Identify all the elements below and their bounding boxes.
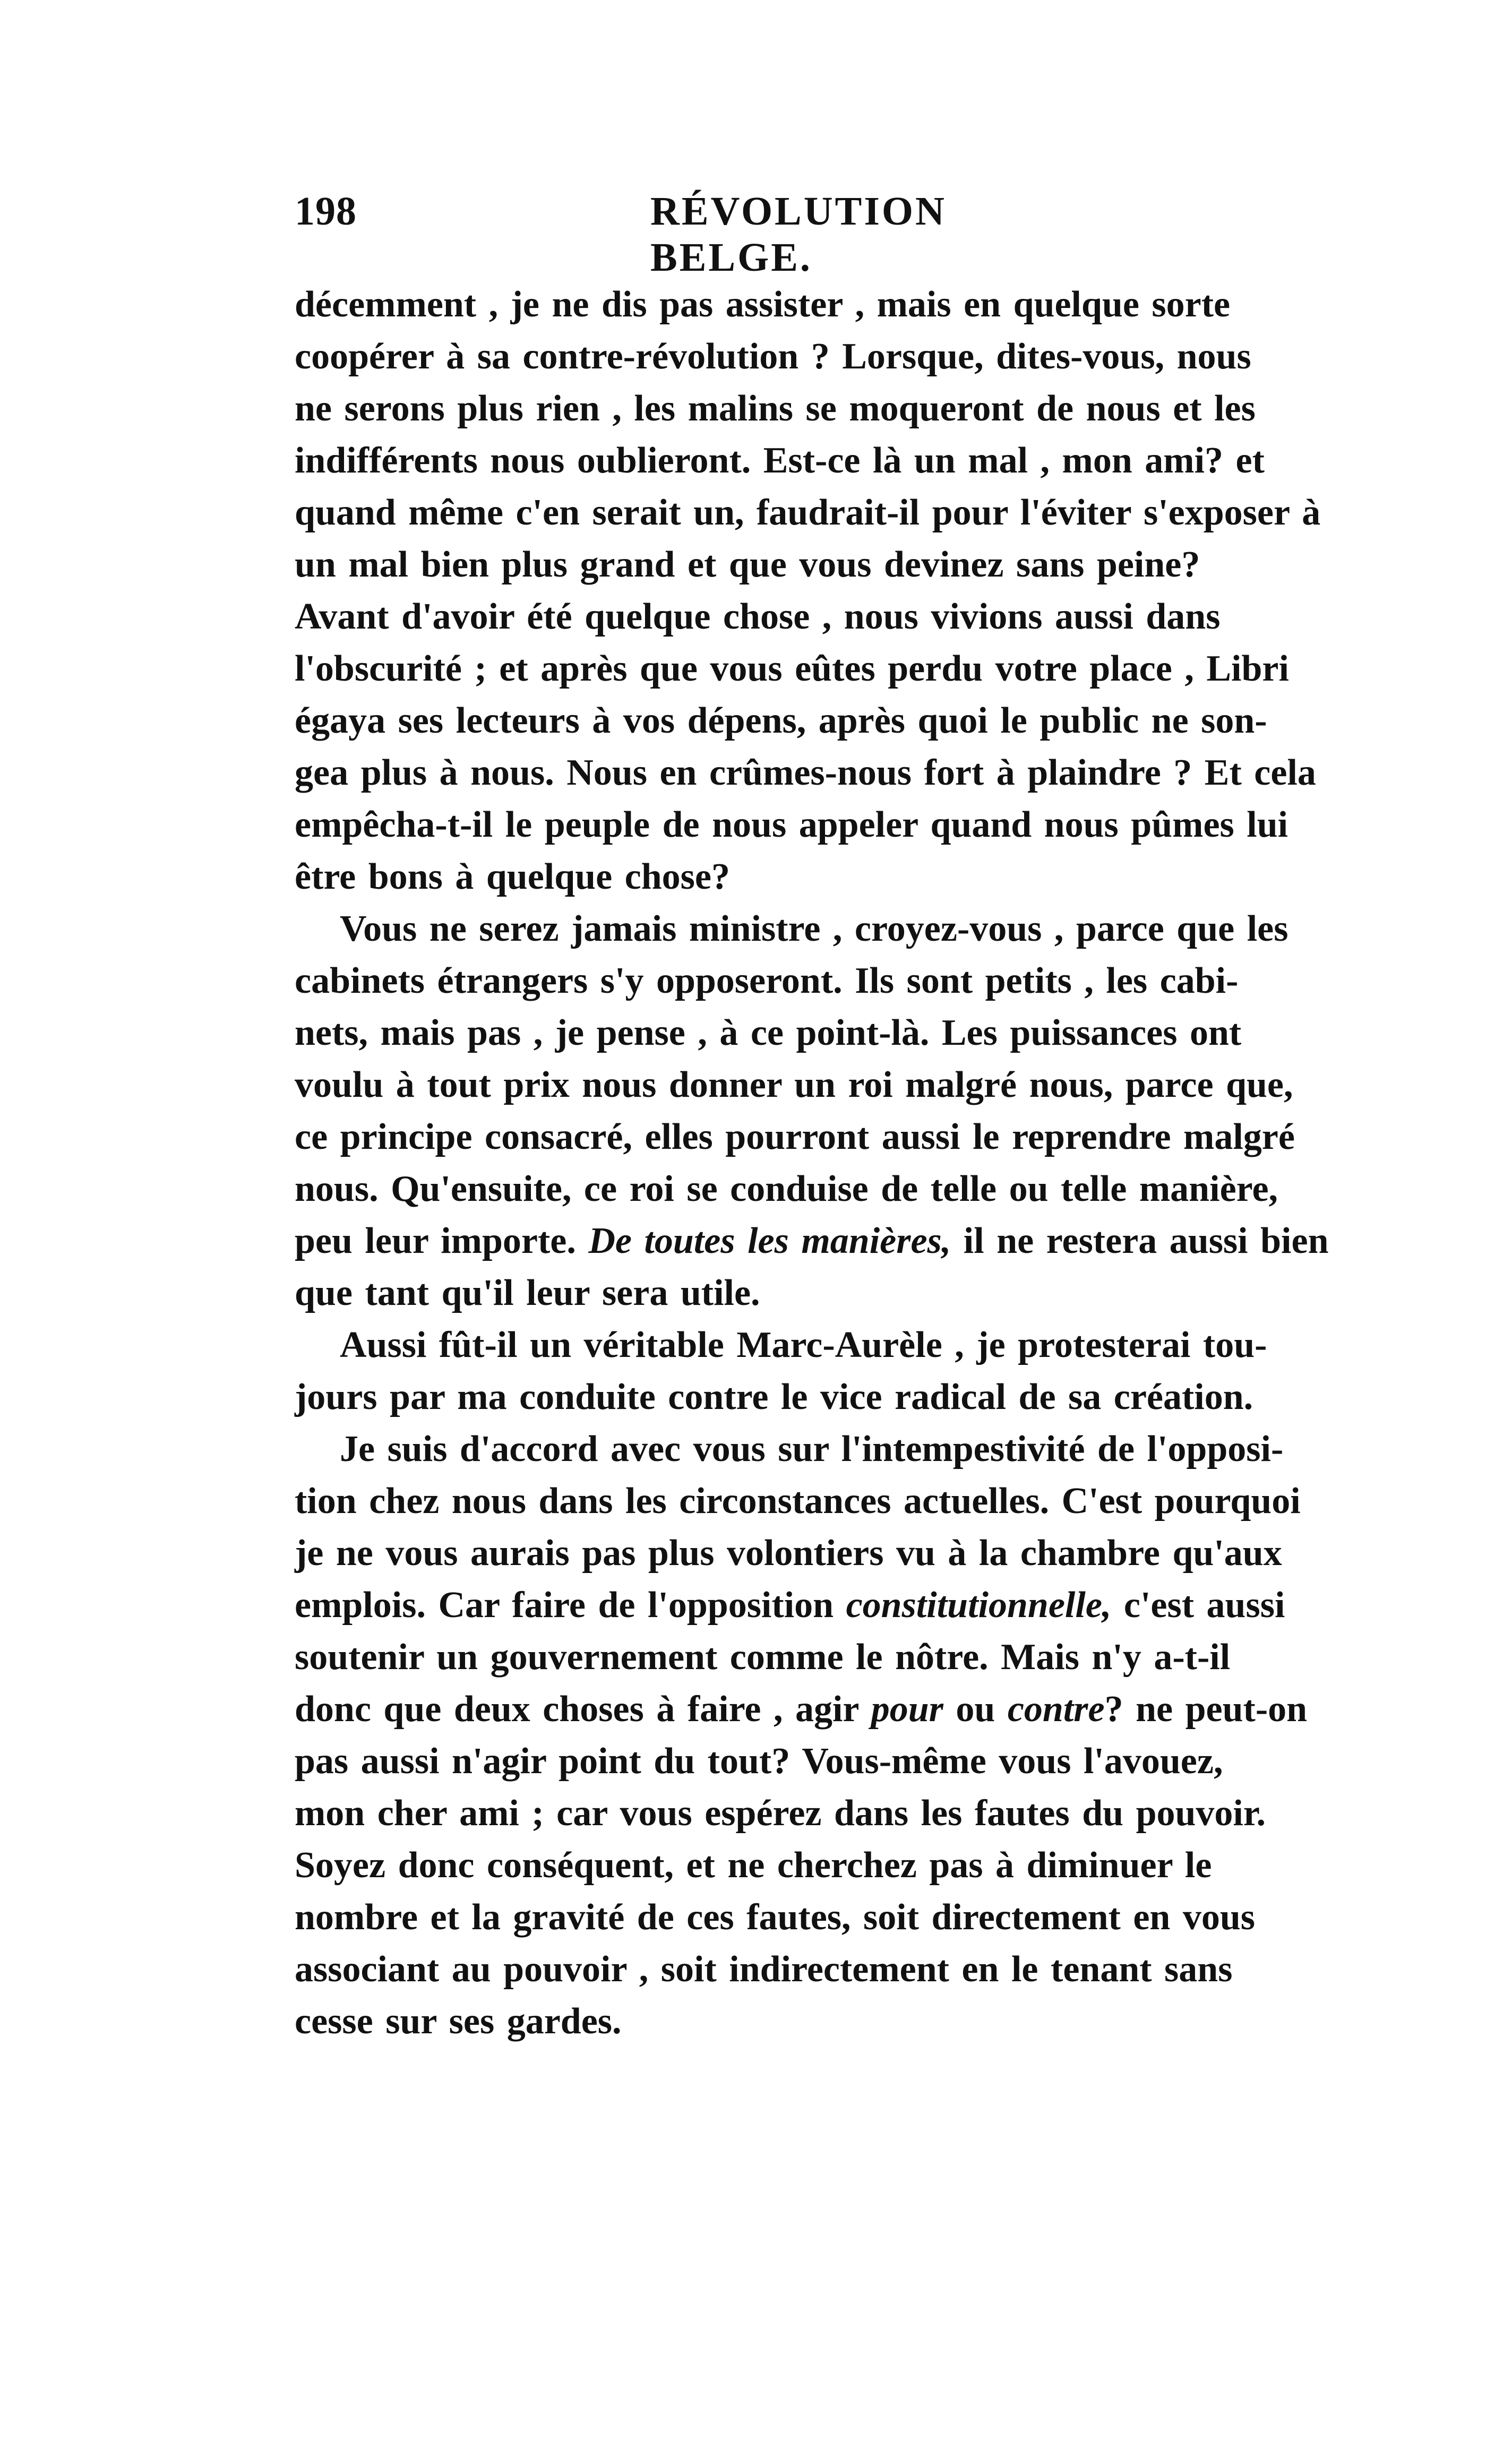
text-line: gea plus à nous. Nous en crûmes-nous fort à plaindre ? Et cela bbox=[295, 752, 1316, 793]
running-title: RÉVOLUTION BELGE. bbox=[650, 189, 947, 280]
text-line: empêcha-t-il le peuple de nous appeler quand nous pûmes lui bbox=[295, 804, 1288, 845]
text-line: l'obscurité ; et après que vous eûtes perdu votre place , Libri bbox=[295, 648, 1289, 689]
text-line: jours par ma conduite contre le vice radical de sa création. bbox=[295, 1377, 1253, 1417]
italic-word: pour bbox=[871, 1689, 943, 1730]
text-line: mon cher ami ; car vous espérez dans les fautes du pouvoir. bbox=[295, 1793, 1266, 1834]
text-line: ne serons plus rien , les malins se moqueront de nous et les bbox=[295, 388, 1256, 429]
text-line: Aussi fût-il un véritable Marc-Aurèle , je protesterai tou- bbox=[340, 1325, 1267, 1365]
text-line: un mal bien plus grand et que vous devinez sans peine? bbox=[295, 544, 1200, 585]
text-line: Soyez donc conséquent, et ne cherchez pas à diminuer le bbox=[295, 1845, 1212, 1886]
body-text bbox=[295, 279, 1329, 2048]
text-line-with-italic bbox=[295, 1579, 1285, 1631]
text-line: cabinets étrangers s'y opposeront. Ils sont petits , les cabi- bbox=[295, 960, 1239, 1001]
paragraph-2 bbox=[295, 903, 1329, 1319]
text-line: je ne vous aurais pas plus volontiers vu à la chambre qu'aux bbox=[295, 1533, 1282, 1574]
text-line: nombre et la gravité de ces fautes, soit directement en vous bbox=[295, 1897, 1256, 1938]
text-segment: il ne restera aussi bien bbox=[951, 1220, 1329, 1261]
text-line: ce principe consacré, elles pourront aussi le reprendre malgré bbox=[295, 1116, 1295, 1157]
text-segment: ou bbox=[943, 1689, 1008, 1730]
text-line: décemment , je ne dis pas assister , mais en quelque sorte bbox=[295, 284, 1231, 325]
text-line: être bons à quelque chose? bbox=[295, 856, 730, 897]
paragraph-4 bbox=[295, 1423, 1308, 2048]
paragraph-1 bbox=[295, 279, 1321, 903]
text-line: cesse sur ses gardes. bbox=[295, 2001, 622, 2042]
text-segment: donc que deux choses à faire , agir bbox=[295, 1689, 871, 1730]
text-line: indifférents nous oublieront. Est-ce là un mal , mon ami? et bbox=[295, 440, 1265, 481]
italic-word: contre bbox=[1007, 1689, 1105, 1730]
text-line-with-italic bbox=[295, 1683, 1308, 1735]
text-line: quand même c'en serait un, faudrait-il pour l'éviter s'exposer à bbox=[295, 492, 1321, 533]
text-line: Avant d'avoir été quelque chose , nous vivions aussi dans bbox=[295, 596, 1221, 637]
text-line: tion chez nous dans les circonstances actuelles. C'est pourquoi bbox=[295, 1481, 1301, 1522]
text-line: associant au pouvoir , soit indirectement en le tenant sans bbox=[295, 1949, 1233, 1990]
text-segment: c'est aussi bbox=[1111, 1585, 1285, 1626]
text-line: que tant qu'il leur sera utile. bbox=[295, 1273, 760, 1313]
page-number: 198 bbox=[295, 189, 357, 234]
text-segment: ? ne peut-on bbox=[1104, 1689, 1308, 1730]
page-header bbox=[295, 188, 1078, 280]
paragraph-3 bbox=[295, 1319, 1267, 1423]
text-line: égaya ses lecteurs à vos dépens, après quoi le public ne son- bbox=[295, 700, 1267, 741]
text-line: Je suis d'accord avec vous sur l'intempestivité de l'opposi- bbox=[340, 1429, 1284, 1469]
text-segment: emplois. Car faire de l'opposition bbox=[295, 1585, 846, 1626]
text-line: voulu à tout prix nous donner un roi malgré nous, parce que, bbox=[295, 1064, 1293, 1105]
text-line: soutenir un gouvernement comme le nôtre. Mais n'y a-t-il bbox=[295, 1637, 1231, 1678]
text-line: nous. Qu'ensuite, ce roi se conduise de telle ou telle manière, bbox=[295, 1168, 1278, 1209]
italic-phrase: constitutionnelle, bbox=[846, 1585, 1112, 1626]
text-line: Vous ne serez jamais ministre , croyez-vous , parce que les bbox=[340, 908, 1288, 949]
text-line: nets, mais pas , je pense , à ce point-là. Les puissances ont bbox=[295, 1012, 1242, 1053]
text-line-with-italic bbox=[295, 1215, 1329, 1267]
text-segment: peu leur importe. bbox=[295, 1220, 589, 1261]
italic-phrase: De toutes les manières, bbox=[588, 1220, 951, 1261]
text-line: coopérer à sa contre-révolution ? Lorsque, dites-vous, nous bbox=[295, 336, 1251, 377]
text-line: pas aussi n'agir point du tout? Vous-même vous l'avouez, bbox=[295, 1741, 1223, 1782]
